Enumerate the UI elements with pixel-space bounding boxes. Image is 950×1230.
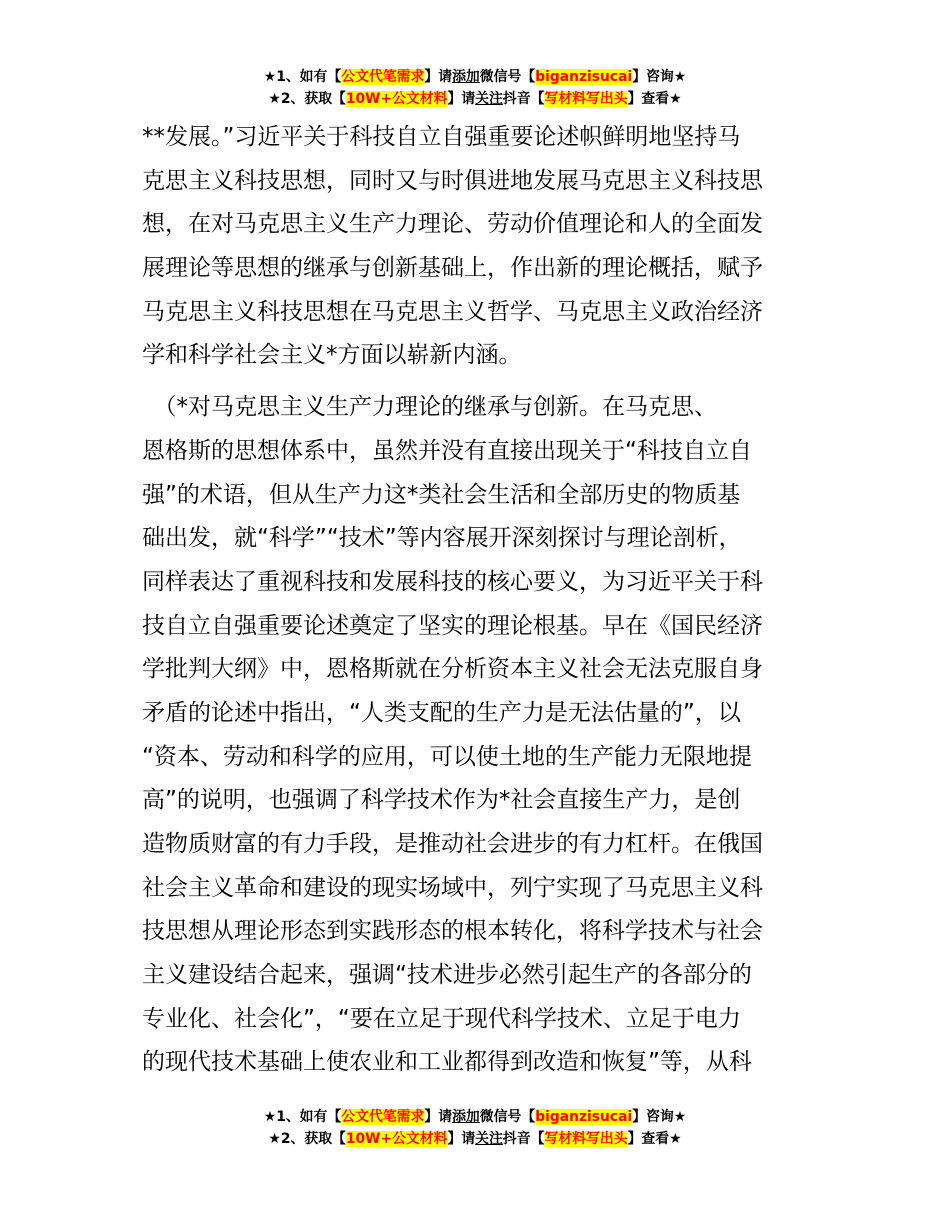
underlined-text: 添加 (452, 69, 480, 85)
highlight-service: 公文代笔需求 (341, 1109, 425, 1125)
text-line: 高”的说明，也强调了科学技术作为*社会直接生产力，是创 (142, 787, 741, 814)
text-line: 主义建设结合起来，强调“技术进步必然引起生产的各部分的 (142, 962, 752, 989)
header-banner-line-2 (5, 88, 945, 110)
text-line: 展理论等思想的继承与创新基础上，作出新的理论概括，赋予 (142, 255, 763, 282)
text-line: 专业化、社会化”，“要在立足于现代科学技术、立足于电力 (142, 1005, 741, 1032)
text-line: （*对马克思主义生产力理论的继承与创新。在马克思、 (142, 394, 717, 421)
header-banner (0, 66, 950, 110)
banner-text: 】查看★ (627, 1131, 682, 1147)
banner-text: 】咨询★ (632, 69, 687, 85)
banner-text: ★2、获取【 (268, 1131, 346, 1147)
text-line: 学批判大纲》中，恩格斯就在分析资本主义社会无法克服自身 (142, 656, 763, 683)
footer-banner-line-2 (5, 1128, 945, 1150)
banner-text: ★2、获取【 (268, 91, 346, 107)
text-line: 的现代技术基础上使农业和工业都得到改造和恢复”等，从科 (142, 1049, 752, 1076)
text-line: 社会主义革命和建设的现实场域中，列宁实现了马克思主义科 (142, 874, 763, 901)
underlined-text: 关注 (475, 91, 503, 107)
footer-banner (0, 1106, 950, 1150)
banner-text: 】请 (424, 1109, 453, 1125)
banner-text: 抖音【 (502, 91, 545, 107)
banner-text: 】查看★ (627, 91, 682, 107)
text-line: 矛盾的论述中指出，“人类支配的生产力是无法估量的”，以 (142, 699, 741, 726)
text-line: 技思想从理论形态到实践形态的根本转化，将科学技术与社会 (142, 918, 763, 945)
text-line: **发展。”习近平关于科技自立自强重要论述帜鲜明地坚持马 (142, 124, 741, 150)
text-line: 造物质财富的有力手段，是推动社会进步的有力杠杆。在俄国 (142, 831, 763, 857)
document-body (142, 116, 822, 1085)
highlight-douyin-account: 写材料写出头 (544, 1131, 628, 1147)
text-line: 学和科学社会主义*方面以崭新内涵。 (142, 342, 522, 369)
text-line: 马克思主义科技思想在马克思主义哲学、马克思主义政治经济 (142, 298, 763, 325)
text-line: 同样表达了重视科技和发展科技的核心要义，为习近平关于科 (142, 568, 763, 595)
highlight-materials: 10W+公文材料 (345, 1131, 448, 1147)
banner-text: 微信号【 (479, 69, 536, 85)
paragraph-1 (142, 116, 822, 378)
banner-text: 】请 (424, 69, 453, 85)
text-line: 克思主义科技思想，同时又与时俱进地发展马克思主义科技思 (142, 167, 763, 194)
highlight-wechat-id: biganzisucai (535, 1109, 633, 1125)
underlined-text: 添加 (452, 1109, 480, 1125)
text-line: 想，在对马克思主义生产力理论、劳动价值理论和人的全面发 (142, 211, 763, 238)
underlined-text: 关注 (475, 1131, 503, 1147)
footer-banner-line-1 (5, 1106, 945, 1128)
highlight-service: 公文代笔需求 (341, 69, 425, 85)
highlight-douyin-account: 写材料写出头 (544, 91, 628, 107)
text-line: “资本、劳动和科学的应用，可以使土地的生产能力无限地提 (142, 743, 752, 770)
text-line: 恩格斯的思想体系中，虽然并没有直接出现关于“科技自立自 (142, 437, 752, 464)
banner-text: 微信号【 (479, 1109, 536, 1125)
header-banner-line-1 (5, 66, 945, 88)
banner-text: ★1、如有【 (263, 69, 342, 85)
highlight-wechat-id: biganzisucai (535, 69, 633, 85)
text-line: 强”的术语，但从生产力这*类社会生活和全部历史的物质基 (142, 481, 741, 508)
text-line: 技自立自强重要论述奠定了坚实的理论根基。早在《国民经济 (142, 612, 763, 639)
banner-text: 】咨询★ (632, 1109, 687, 1125)
highlight-materials: 10W+公文材料 (345, 91, 448, 107)
banner-text: 抖音【 (502, 1131, 545, 1147)
text-line: 础出发，就“科学”“技术”等内容展开深刻探讨与理论剖析， (142, 525, 742, 552)
paragraph-2 (142, 386, 822, 1085)
banner-text: 】请 (447, 91, 476, 107)
banner-text: ★1、如有【 (263, 1109, 342, 1125)
banner-text: 】请 (447, 1131, 476, 1147)
